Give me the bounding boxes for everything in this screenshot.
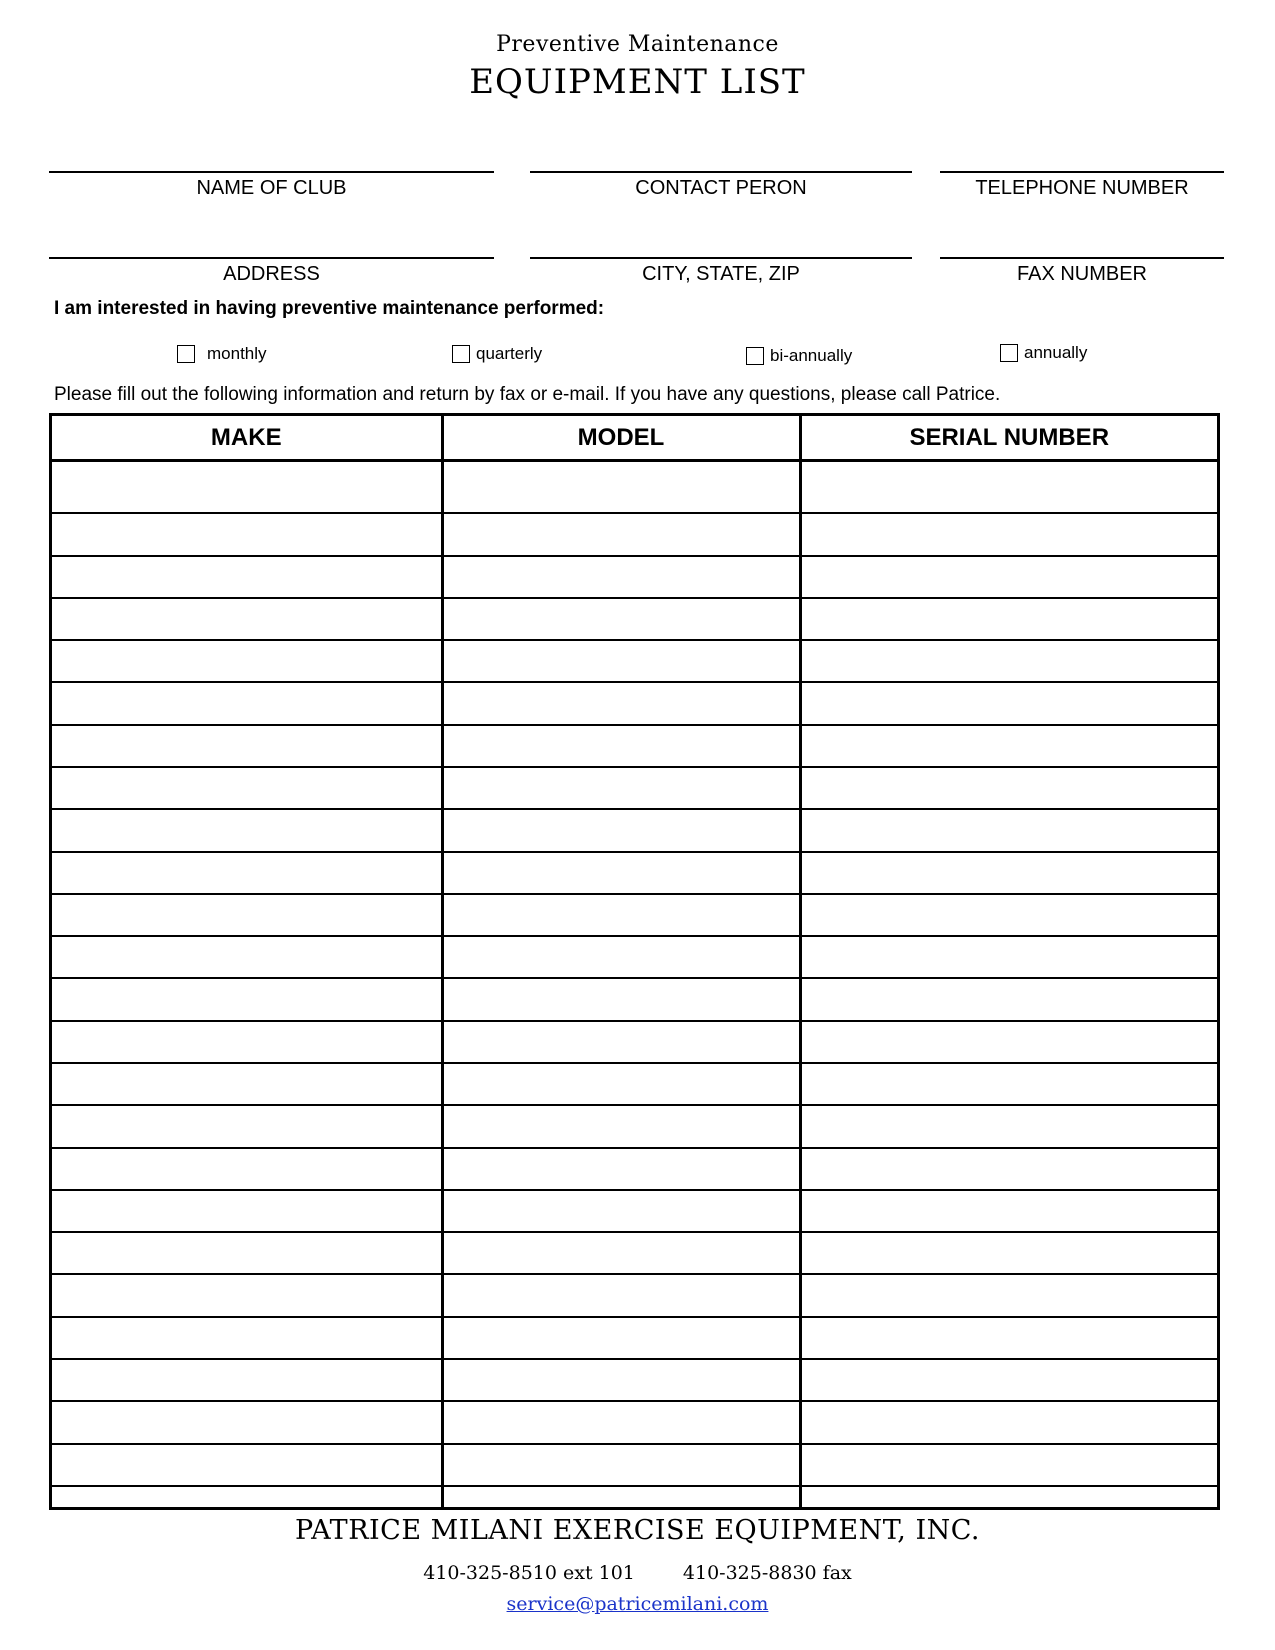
table-row — [52, 1190, 1217, 1232]
make-cell[interactable] — [52, 513, 442, 555]
table-row — [52, 640, 1217, 682]
table-row — [52, 767, 1217, 809]
name-of-club-line[interactable] — [49, 171, 494, 173]
annually-label: annually — [1024, 343, 1088, 362]
make-cell[interactable] — [52, 1444, 442, 1486]
fax-number: 410-325-8830 fax — [682, 1562, 852, 1584]
option-bi-annually[interactable] — [746, 346, 852, 366]
make-cell[interactable] — [52, 1232, 442, 1274]
serial-number-cell[interactable] — [800, 1063, 1217, 1105]
serial-number-cell[interactable] — [800, 894, 1217, 936]
model-cell[interactable] — [442, 936, 800, 978]
model-cell[interactable] — [442, 640, 800, 682]
header-model: MODEL — [442, 416, 800, 461]
bi-annually-checkbox[interactable] — [746, 347, 764, 365]
contact-numbers — [0, 1562, 1275, 1584]
telephone-number-line[interactable] — [940, 171, 1224, 173]
table-row — [52, 1444, 1217, 1486]
form-title: EQUIPMENT LIST — [469, 62, 806, 102]
model-cell[interactable] — [442, 1190, 800, 1232]
make-cell[interactable] — [52, 640, 442, 682]
make-cell[interactable] — [52, 1105, 442, 1147]
serial-number-cell[interactable] — [800, 461, 1217, 514]
make-cell[interactable] — [52, 1021, 442, 1063]
equipment-table — [49, 413, 1220, 1510]
fax-number-label: FAX NUMBER — [1016, 263, 1148, 285]
make-cell[interactable] — [52, 1401, 442, 1443]
make-cell[interactable] — [52, 461, 442, 514]
serial-number-cell[interactable] — [800, 640, 1217, 682]
table-row — [52, 513, 1217, 555]
header-serial-number: SERIAL NUMBER — [800, 416, 1217, 461]
monthly-checkbox[interactable] — [177, 345, 195, 363]
serial-number-cell[interactable] — [800, 1232, 1217, 1274]
fax-number-line[interactable] — [940, 257, 1224, 259]
make-cell[interactable] — [52, 1190, 442, 1232]
serial-number-cell[interactable] — [800, 1021, 1217, 1063]
make-cell[interactable] — [52, 1317, 442, 1359]
annually-checkbox[interactable] — [1000, 344, 1018, 362]
make-cell[interactable] — [52, 809, 442, 851]
contact-person-line[interactable] — [530, 171, 912, 173]
serial-number-cell[interactable] — [800, 1359, 1217, 1401]
telephone-number-label: TELEPHONE NUMBER — [975, 177, 1189, 199]
make-cell[interactable] — [52, 1359, 442, 1401]
email-link[interactable]: service@patricemilani.com — [506, 1593, 769, 1615]
table-row — [52, 1148, 1217, 1190]
model-cell[interactable] — [442, 1021, 800, 1063]
table-row — [52, 461, 1217, 514]
model-cell[interactable] — [442, 809, 800, 851]
serial-number-cell[interactable] — [800, 1148, 1217, 1190]
serial-number-cell[interactable] — [800, 767, 1217, 809]
table-row — [52, 852, 1217, 894]
serial-number-cell[interactable] — [800, 1401, 1217, 1443]
serial-number-cell[interactable] — [800, 852, 1217, 894]
table-row — [52, 1232, 1217, 1274]
model-cell[interactable] — [442, 1486, 800, 1507]
bi-annually-label: bi-annually — [770, 346, 853, 365]
model-cell[interactable] — [442, 1359, 800, 1401]
table-row — [52, 894, 1217, 936]
make-cell[interactable] — [52, 725, 442, 767]
equipment-rows — [52, 461, 1217, 1508]
phone-number: 410-325-8510 ext 101 — [423, 1562, 635, 1584]
table-row — [52, 1274, 1217, 1316]
serial-number-cell[interactable] — [800, 1190, 1217, 1232]
serial-number-cell[interactable] — [800, 556, 1217, 598]
model-cell[interactable] — [442, 682, 800, 724]
model-cell[interactable] — [442, 461, 800, 514]
table-row — [52, 1486, 1217, 1507]
address-label: ADDRESS — [223, 263, 320, 285]
table-row — [52, 1021, 1217, 1063]
model-cell[interactable] — [442, 894, 800, 936]
model-cell[interactable] — [442, 1148, 800, 1190]
serial-number-cell[interactable] — [800, 1444, 1217, 1486]
header-make: MAKE — [52, 416, 442, 461]
serial-number-cell[interactable] — [800, 936, 1217, 978]
name-of-club-label: NAME OF CLUB — [196, 177, 347, 199]
make-cell[interactable] — [52, 682, 442, 724]
model-cell[interactable] — [442, 1317, 800, 1359]
model-cell[interactable] — [442, 767, 800, 809]
option-monthly[interactable] — [177, 344, 267, 364]
model-cell[interactable] — [442, 978, 800, 1020]
option-annually[interactable] — [1000, 343, 1087, 363]
model-cell[interactable] — [442, 556, 800, 598]
model-cell[interactable] — [442, 1274, 800, 1316]
make-cell[interactable] — [52, 852, 442, 894]
interest-prompt: I am interested in having preventive maintenance performed: — [54, 298, 605, 319]
model-cell[interactable] — [442, 1444, 800, 1486]
table-row — [52, 1401, 1217, 1443]
quarterly-checkbox[interactable] — [452, 345, 470, 363]
serial-number-cell[interactable] — [800, 682, 1217, 724]
make-cell[interactable] — [52, 936, 442, 978]
table-row — [52, 1063, 1217, 1105]
make-cell[interactable] — [52, 978, 442, 1020]
make-cell[interactable] — [52, 598, 442, 640]
make-cell[interactable] — [52, 1063, 442, 1105]
model-cell[interactable] — [442, 1105, 800, 1147]
city-state-zip-label: CITY, STATE, ZIP — [642, 263, 800, 285]
serial-number-cell[interactable] — [800, 978, 1217, 1020]
make-cell[interactable] — [52, 767, 442, 809]
serial-number-cell[interactable] — [800, 1317, 1217, 1359]
make-cell[interactable] — [52, 556, 442, 598]
model-cell[interactable] — [442, 1401, 800, 1443]
make-cell[interactable] — [52, 894, 442, 936]
serial-number-cell[interactable] — [800, 1486, 1217, 1507]
make-cell[interactable] — [52, 1148, 442, 1190]
serial-number-cell[interactable] — [800, 725, 1217, 767]
table-row — [52, 1359, 1217, 1401]
make-cell[interactable] — [52, 1274, 442, 1316]
serial-number-cell[interactable] — [800, 1105, 1217, 1147]
serial-number-cell[interactable] — [800, 513, 1217, 555]
table-row — [52, 936, 1217, 978]
table-row — [52, 682, 1217, 724]
table-row — [52, 725, 1217, 767]
email-block — [0, 1593, 1275, 1615]
form-subtitle: Preventive Maintenance — [496, 32, 779, 57]
table-row — [52, 1105, 1217, 1147]
table-row — [52, 1317, 1217, 1359]
monthly-label: monthly — [207, 344, 267, 363]
model-cell[interactable] — [442, 598, 800, 640]
table-row — [52, 809, 1217, 851]
model-cell[interactable] — [442, 513, 800, 555]
contact-person-label: CONTACT PERON — [635, 177, 807, 199]
serial-number-cell[interactable] — [800, 598, 1217, 640]
make-cell[interactable] — [52, 1486, 442, 1507]
table-row — [52, 978, 1217, 1020]
serial-number-cell[interactable] — [800, 809, 1217, 851]
model-cell[interactable] — [442, 725, 800, 767]
table-row — [52, 556, 1217, 598]
model-cell[interactable] — [442, 1232, 800, 1274]
table-row — [52, 598, 1217, 640]
option-quarterly[interactable] — [452, 344, 542, 364]
model-cell[interactable] — [442, 1063, 800, 1105]
instructions-text: Please fill out the following information and return by fax or e-mail. If you have any questions, please call Patrice. — [54, 384, 1001, 405]
model-cell[interactable] — [442, 852, 800, 894]
company-name: PATRICE MILANI EXERCISE EQUIPMENT, INC. — [294, 1515, 981, 1546]
serial-number-cell[interactable] — [800, 1274, 1217, 1316]
quarterly-label: quarterly — [476, 344, 543, 363]
city-state-zip-line[interactable] — [530, 257, 912, 259]
address-line[interactable] — [49, 257, 494, 259]
